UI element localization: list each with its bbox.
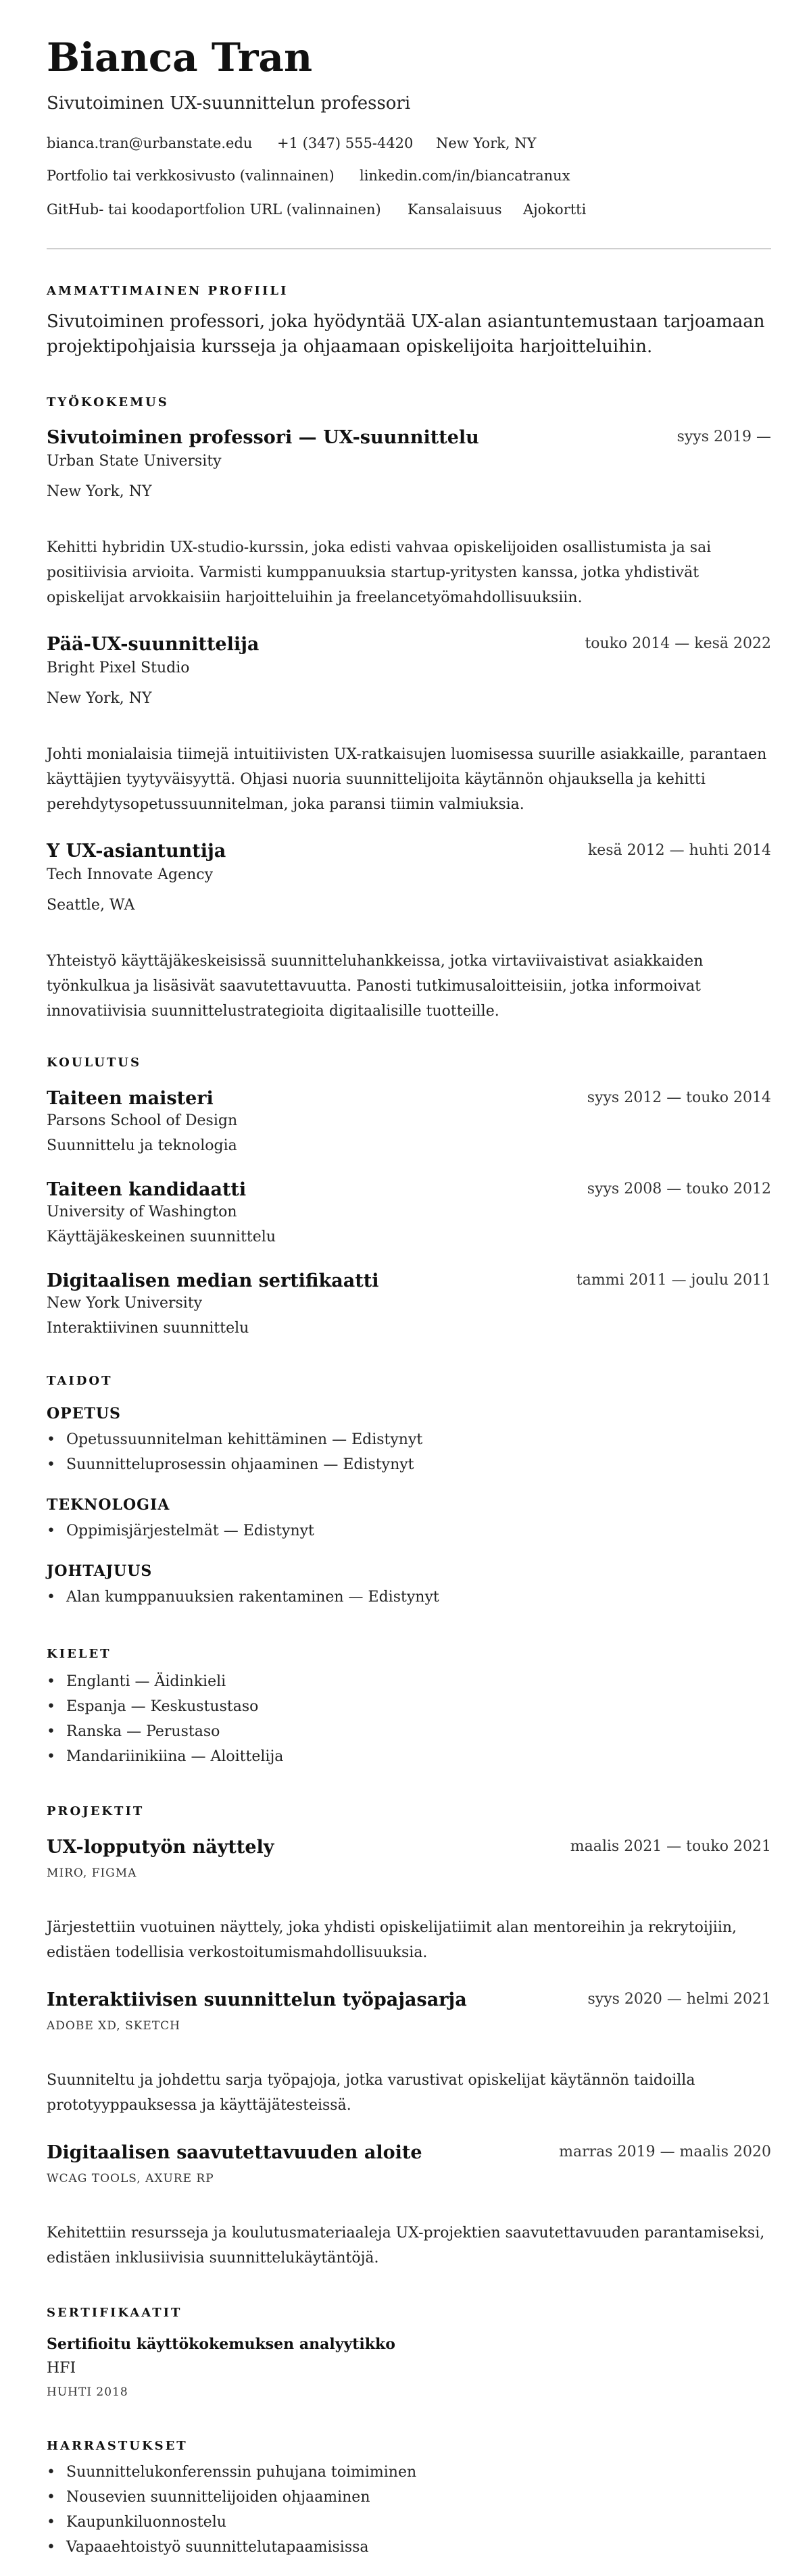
project-description: Suunniteltu ja johdettu sarja työpajoja, jotka varustivat opiskelijat käytännön taidoilla prototyyppauksessa ja käyttäjätesteissä. [47, 2072, 695, 2114]
job-title: Sivutoiminen professori — UX-suunnittelu [47, 427, 479, 448]
job-date: touko 2014 — kesä 2022 [585, 635, 771, 652]
bullet-icon: • [47, 2514, 55, 2531]
job-date: kesä 2012 — huhti 2014 [587, 842, 771, 859]
bullet-icon: • [47, 1673, 55, 1690]
job-company: Tech Innovate Agency [47, 866, 214, 883]
github-link[interactable]: GitHub- tai koodaportfolion URL (valinnainen) [47, 201, 381, 218]
school-name: New York University [47, 1295, 203, 1312]
job-location: New York, NY [47, 690, 152, 707]
email-link[interactable]: bianca.tran@urbanstate.edu [47, 135, 253, 151]
location-text: New York, NY [436, 135, 537, 151]
job-company: Urban State University [47, 453, 222, 470]
project-title: Interaktiivisen suunnittelun työpajasarja [47, 1989, 467, 2010]
bullet-icon: • [47, 1723, 55, 1740]
job-company: Bright Pixel Studio [47, 660, 190, 676]
hobbies-heading: HARRASTUKSET [47, 2439, 188, 2453]
bullet-icon: • [47, 1456, 55, 1473]
project-description: Järjestettiin vuotuinen näyttely, joka yhdisti opiskelijatiimit alan mentoreihin ja rekrytoijiin, edistäen todellisia verkostoitumismahdollisuuksia. [47, 1919, 737, 1961]
project-date: maalis 2021 — touko 2021 [570, 1838, 771, 1855]
project-title: UX-lopputyön näyttely [47, 1837, 274, 1858]
job-title: Y UX-asiantuntija [47, 841, 226, 862]
citizenship-text: Kansalaisuus [408, 201, 502, 218]
hobby-item: • Vapaaehtoistyö suunnittelutapaamisissa [47, 2539, 369, 2556]
project-date: syys 2020 — helmi 2021 [587, 1991, 771, 2008]
languages-heading: KIELET [47, 1647, 112, 1661]
education-date: syys 2012 — touko 2014 [587, 1089, 771, 1106]
study-field: Interaktiivinen suunnittelu [47, 1320, 249, 1337]
job-location: Seattle, WA [47, 897, 135, 914]
certifications-heading: SERTIFIKAATIT [47, 2306, 182, 2320]
language-item: • Espanja — Keskustustaso [47, 1698, 259, 1715]
job-location: New York, NY [47, 483, 152, 500]
bullet-icon: • [47, 2539, 55, 2556]
skill-item: • Oppimisjärjestelmät — Edistynyt [47, 1522, 314, 1539]
skill-group-title: JOHTAJUUS [47, 1562, 153, 1580]
degree-title: Taiteen maisteri [47, 1088, 214, 1109]
job-description: Johti monialaisia tiimejä intuitiivisten UX-ratkaisujen luomisessa suurille asiakkaille, parantaen käyttäjien tyytyväisyyttä. Ohjasi nuoria suunnittelijoita käytännön ohjauksella ja kehitti perehdytysopetussuunnitelman, joka paransi tiimin valmiuksia. [47, 746, 767, 813]
bullet-icon: • [47, 1748, 55, 1765]
skill-item: • Opetussuunnitelman kehittäminen — Edistynyt [47, 1431, 423, 1448]
linkedin-link[interactable]: linkedin.com/in/biancatranux [360, 168, 570, 184]
bullet-icon: • [47, 2489, 55, 2506]
skill-item: • Alan kumppanuuksien rakentaminen — Edistynyt [47, 1589, 439, 1606]
bullet-icon: • [47, 1522, 55, 1539]
education-date: syys 2008 — touko 2012 [587, 1181, 771, 1197]
language-item: • Ranska — Perustaso [47, 1723, 220, 1740]
skill-item: • Suunnitteluprosessin ohjaaminen — Edistynyt [47, 1456, 414, 1473]
school-name: University of Washington [47, 1204, 237, 1220]
hobby-item: • Nousevien suunnittelijoiden ohjaaminen [47, 2489, 370, 2506]
degree-title: Taiteen kandidaatti [47, 1179, 247, 1200]
experience-heading: TYÖKOKEMUS [47, 395, 169, 410]
job-title: Pää-UX-suunnittelija [47, 634, 260, 655]
education-date: tammi 2011 — joulu 2011 [576, 1272, 771, 1289]
bullet-icon: • [47, 2464, 55, 2481]
portfolio-link[interactable]: Portfolio tai verkkosivusto (valinnainen) [47, 168, 335, 184]
candidate-title: Sivutoiminen UX-suunnittelun professori [47, 93, 411, 114]
project-description: Kehitettiin resursseja ja koulutusmateriaaleja UX-projektien saavutettavuuden parantamiseksi, edistäen inklusiivisia suunnittelukäytäntöjä. [47, 2225, 765, 2267]
degree-title: Digitaalisen median sertifikaatti [47, 1270, 379, 1291]
skill-group-title: TEKNOLOGIA [47, 1496, 170, 1514]
study-field: Suunnittelu ja teknologia [47, 1137, 237, 1154]
project-date: marras 2019 — maalis 2020 [559, 2144, 771, 2160]
project-tools: MIRO, FIGMA [47, 1866, 137, 1880]
header-divider [47, 248, 771, 249]
license-text: Ajokortti [523, 201, 587, 218]
bullet-icon: • [47, 1698, 55, 1715]
school-name: Parsons School of Design [47, 1112, 238, 1129]
bullet-icon: • [47, 1431, 55, 1448]
certification-date: HUHTI 2018 [47, 2385, 128, 2399]
profile-text: Sivutoiminen professori, joka hyödyntää UX-alan asiantuntemustaan tarjoamaan projektipohjaisia kursseja ja ohjaamaan opiskelijoita harjoitteluihin. [47, 312, 765, 357]
project-tools: WCAG TOOLS, AXURE RP [47, 2172, 214, 2185]
language-item: • Englanti — Äidinkieli [47, 1673, 226, 1690]
study-field: Käyttäjäkeskeinen suunnittelu [47, 1229, 276, 1245]
job-description: Yhteistyö käyttäjäkeskeisissä suunnitteluhankkeissa, jotka virtaviivaistivat asiakkaiden työnkulkua ja lisäsivät saavutettavuutta. Panosti tutkimusaloitteisiin, jotka informoivat innovatiivisia suunnittelustrategioita digitaalisille tuotteille. [47, 953, 704, 1020]
language-item: • Mandariinikiina — Aloittelija [47, 1748, 284, 1765]
hobby-item: • Suunnittelukonferenssin puhujana toimiminen [47, 2464, 417, 2481]
profile-heading: AMMATTIMAINEN PROFIILI [47, 284, 289, 298]
project-tools: ADOBE XD, SKETCH [47, 2019, 181, 2033]
projects-heading: PROJEKTIT [47, 1804, 145, 1818]
project-title: Digitaalisen saavutettavuuden aloite [47, 2142, 422, 2163]
certification-name: Sertifioitu käyttökokemuksen analyytikko [47, 2335, 395, 2353]
education-heading: KOULUTUS [47, 1056, 141, 1070]
phone-text: +1 (347) 555-4420 [277, 135, 414, 151]
job-date: syys 2019 — [677, 428, 771, 445]
bullet-icon: • [47, 1589, 55, 1606]
candidate-name: Bianca Tran [47, 34, 313, 80]
skill-group-title: OPETUS [47, 1405, 121, 1422]
certification-issuer: HFI [47, 2360, 76, 2377]
skills-heading: TAIDOT [47, 1374, 113, 1388]
job-description: Kehitti hybridin UX-studio-kurssin, joka edisti vahvaa opiskelijoiden osallistumista ja sai positiivisia arvioita. Varmisti kumppanuuksia startup-yritysten kanssa, jotka yhdistivät opiskelijat arvokkaisiin harjoitteluihin ja freelancetyömahdollisuuksiin. [47, 539, 712, 606]
hobby-item: • Kaupunkiluonnostelu [47, 2514, 226, 2531]
